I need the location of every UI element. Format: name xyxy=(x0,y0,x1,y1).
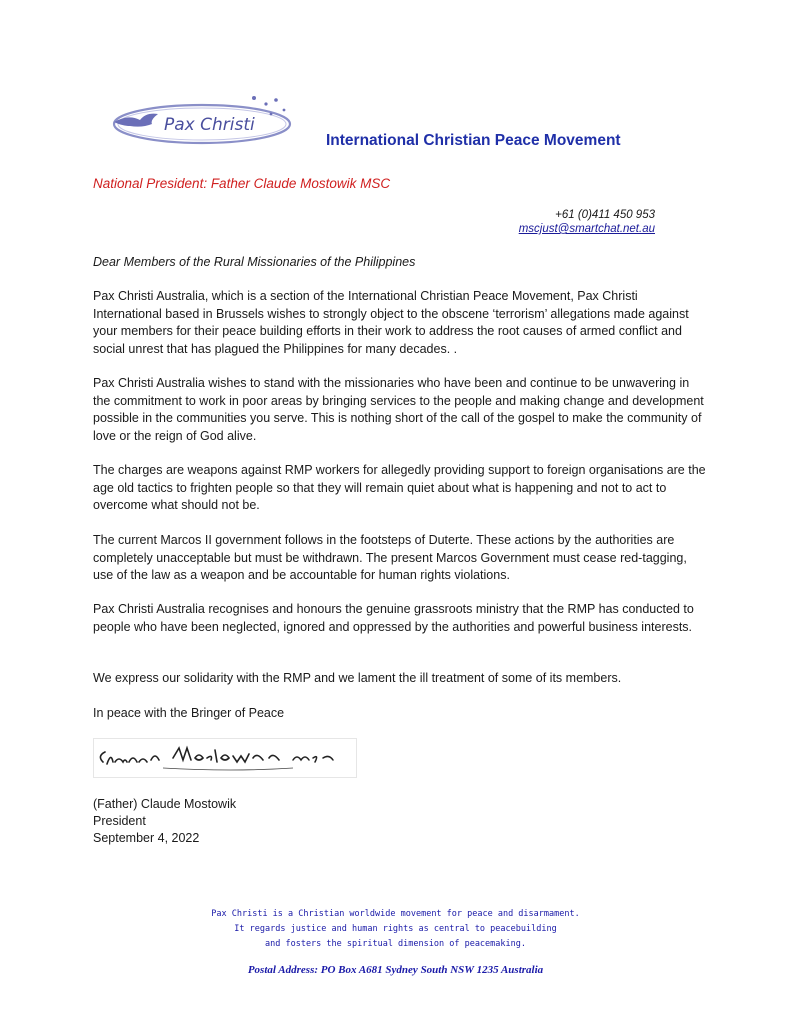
logo-text: Pax Christi xyxy=(164,115,255,135)
email-link[interactable]: mscjust@smartchat.net.au xyxy=(518,223,655,235)
letter-date: September 4, 2022 xyxy=(93,831,200,845)
president-line: National President: Father Claude Mostowik MSC xyxy=(93,176,391,191)
body-paragraph-1: Pax Christi Australia, which is a section of the International Christian Peace Movement, Pax Christi International based in Brussels wishes to strongly object to the obscene ‘terrorism’ allegations made against your members for their peace building efforts in their work to address the root causes of armed conflict and social unrest that has plagued the Philippines for many decades. . xyxy=(93,289,689,356)
body-paragraph-2: Pax Christi Australia wishes to stand with the missionaries who have been and continue to be unwavering in the commitment to work in poor areas by bringing services to the people and making change and development possible in the communities you serve. This is nothing short of the call of the gospel to make the community of love or the reign of God alive. xyxy=(93,376,704,443)
signatory-title: President xyxy=(93,814,146,828)
footer-line-2: It regards justice and human rights as central to peacebuilding xyxy=(234,924,557,934)
body-paragraph-4: The current Marcos II government follows in the footsteps of Duterte. These actions by the authorities are completely unacceptable but must be withdrawn. The present Marcos Government must cease red-tagging, use of the law as a weapon and be accountable for human rights violations. xyxy=(93,533,687,582)
pax-christi-logo xyxy=(106,92,296,146)
closing-line: In peace with the Bringer of Peace xyxy=(93,706,285,720)
body-paragraph-5: Pax Christi Australia recognises and honours the genuine grassroots ministry that the RMP has conducted to people who have been neglected, ignored and oppressed by the authorities and powerful business interests. xyxy=(93,602,694,634)
handwritten-signature xyxy=(93,738,357,778)
body-paragraph-6: We express our solidarity with the RMP and we lament the ill treatment of some of its members. xyxy=(93,671,622,685)
footer-line-3: and fosters the spiritual dimension of peacemaking. xyxy=(265,939,526,949)
movement-title: International Christian Peace Movement xyxy=(326,132,621,149)
postal-address: Postal Address: PO Box A681 Sydney South NSW 1235 Australia xyxy=(247,964,544,976)
salutation: Dear Members of the Rural Missionaries of the Philippines xyxy=(93,255,416,269)
phone-number: +61 (0)411 450 953 xyxy=(555,209,655,221)
footer-line-1: Pax Christi is a Christian worldwide movement for peace and disarmament. xyxy=(211,909,580,919)
body-paragraph-3: The charges are weapons against RMP workers for allegedly providing support to foreign organisations are the age old tactics to frighten people so that they will remain quiet about what is happening and not to act to overcome what should not be. xyxy=(93,463,706,512)
signatory-name: (Father) Claude Mostowik xyxy=(93,797,237,811)
